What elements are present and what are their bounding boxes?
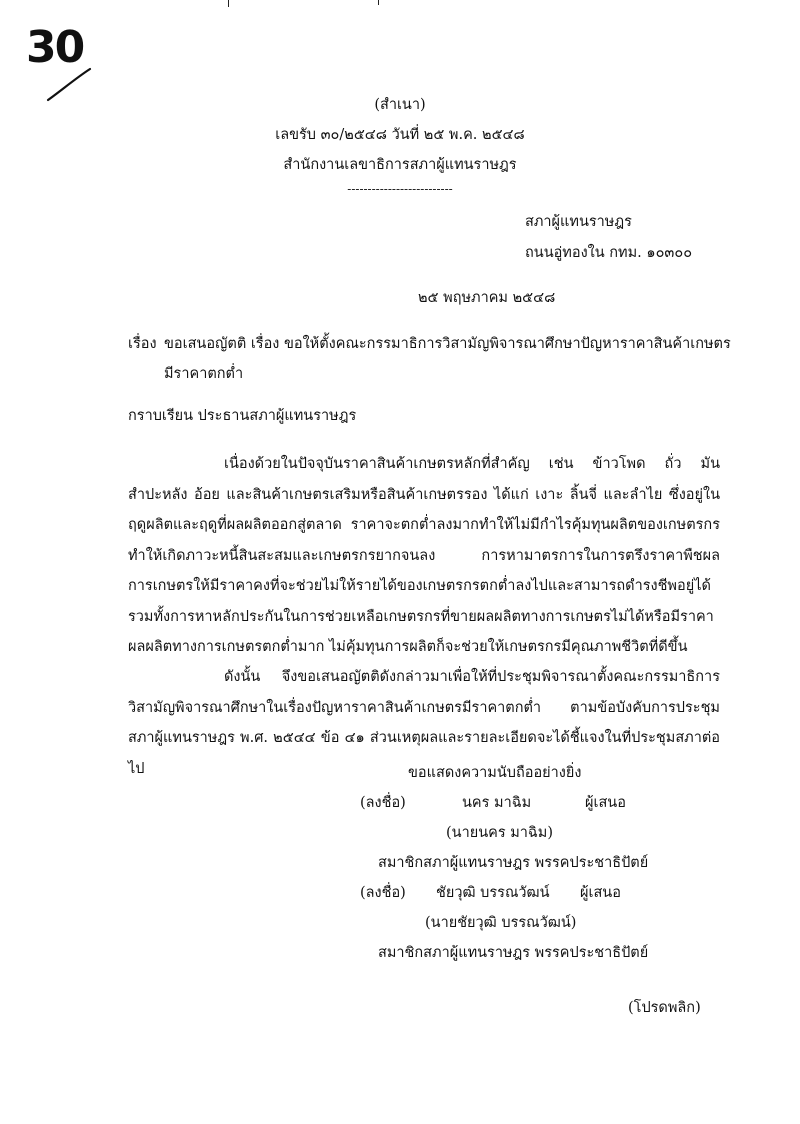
subject-line-1: ขอเสนอญัตติ เรื่อง ขอให้ตั้งคณะกรรมาธิการวิสามัญพิจารณาศึกษาปัญหาราคาสินค้าเกษตร: [164, 336, 731, 352]
body-paragraph-2: ดังนั้น จึงขอเสนอญัตติดังกล่าวมาเพื่อให้ที่ประชุมพิจารณาตั้งคณะกรรมาธิการวิสามัญพิจารณาศึกษาในเรื่องปัญหาราคาสินค้าเกษตรมีราคาตกต่ำ ตามข้อบังคับการประชุมสภาผู้แทนราษฎร พ.ศ. ๒๕๔๔ ข้อ ๔๑ ส่วนเหตุผลและรายละเอียดจะได้ชี้แจงในที่ประชุมสภาต่อไป: [128, 669, 720, 777]
header-divider: --------------------------: [347, 182, 453, 196]
signer-role-2: ผู้เสนอ: [580, 885, 621, 901]
page-stamp-number: 30: [26, 22, 84, 73]
subject-line-2: มีราคาตกต่ำ: [164, 366, 244, 382]
copy-label: (สำเนา): [374, 97, 426, 113]
signer-role-1: ผู้เสนอ: [585, 795, 626, 811]
signer-position-2: สมาชิกสภาผู้แทนราษฎร พรรคประชาธิปัตย์: [378, 945, 649, 961]
turn-page-note: (โปรดพลิก): [628, 1000, 701, 1016]
signature-2: ชัยวุฒิ บรรณวัฒน์: [436, 885, 550, 901]
signer-position-1: สมาชิกสภาผู้แทนราษฎร พรรคประชาธิปัตย์: [378, 855, 649, 871]
subject-label: เรื่อง: [128, 336, 157, 352]
scan-edge-mark: [228, 0, 229, 7]
signature-1: นคร มาฉิม: [462, 795, 532, 811]
closing: ขอแสดงความนับถืออย่างยิ่ง: [408, 765, 582, 781]
printed-name-1: (นายนคร มาฉิม): [446, 825, 554, 841]
sign-label-2: (ลงชื่อ): [360, 885, 406, 901]
salutation: กราบเรียน ประธานสภาผู้แทนราษฎร: [128, 408, 357, 424]
address-line-1: สภาผู้แทนราษฎร: [525, 214, 632, 230]
receipt-line: เลขรับ ๓๐/๒๕๔๘ วันที่ ๒๕ พ.ค. ๒๕๔๘: [275, 127, 525, 143]
printed-name-2: (นายชัยวุฒิ บรรณวัฒน์): [425, 915, 577, 931]
sign-label-1: (ลงชื่อ): [360, 795, 406, 811]
scan-edge-mark: [378, 0, 379, 5]
office-name: สำนักงานเลขาธิการสภาผู้แทนราษฎร: [283, 157, 517, 173]
address-line-2: ถนนอู่ทองใน กทม. ๑๐๓๐๐: [525, 245, 693, 261]
body-paragraph-1: เนื่องด้วยในปัจจุบันราคาสินค้าเกษตรหลักที่สำคัญ เช่น ข้าวโพด ถั่ว มันสำปะหลัง อ้อย และสินค้าเกษตรเสริมหรือสินค้าเกษตรรอง ได้แก่ เงาะ ลิ้นจี่ และลำไย ซึ่งอยู่ในฤดูผลิตและฤดูที่ผลผลิตออกสู่ตลาด ราคาจะตกต่ำลงมากทำให้ไม่มีกำไรคุ้มทุนผลิตของเกษตรกร ทำให้เกิดภาวะหนี้สินสะสมและเกษตรกรยากจนลง การหามาตรการในการตรึงราคาพืชผลการเกษตรให้มีราคาคงที่จะช่วยไม่ให้รายได้ของเกษตรกรตกต่ำลงไปและสามารถดำรงชีพอยู่ได้ รวมทั้งการหาหลักประกันในการช่วยเหลือเกษตรกรที่ขายผลผลิตทางการเกษตรไม่ได้หรือมีราคาผลผลิตทางการเกษตรตกต่ำมาก ไม่คุ้มทุนการผลิตก็จะช่วยให้เกษตรกรมีคุณภาพชีวิตที่ดีขึ้น: [128, 456, 720, 655]
letter-date: ๒๕ พฤษภาคม ๒๕๔๘: [418, 290, 556, 306]
